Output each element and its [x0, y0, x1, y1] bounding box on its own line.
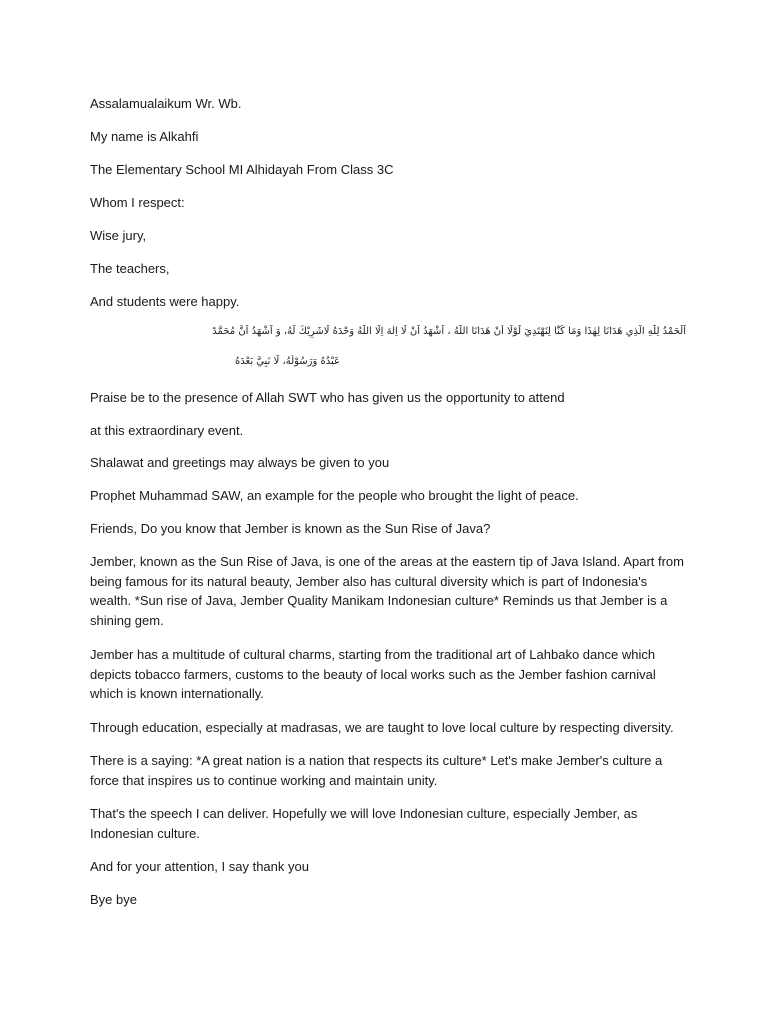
arabic-line-1: اَلْحَمْدُ لِلّٰهِ الَّذِي هَدَانَا لِهٰذَا وَمَا كُنَّا لِنَهْتَدِيَ لَوْلَا أَنْ هَدَانَا اللّٰهُ ، اَشْهَدُ اَنْ لَا اِلٰهَ اِلَّا اللّٰهُ وَحْدَهُ لَاشَرِيْكَ لَهُ، وَ اَشْهَدُ اَنَّ مُحَمَّدً: [212, 326, 686, 337]
closing-line: Bye bye: [90, 892, 137, 907]
paragraph-closing-speech: That's the speech I can deliver. Hopefully we will love Indonesian culture, especially Jember, as Indonesian culture.: [90, 806, 638, 841]
jury-line: Wise jury,: [90, 228, 147, 243]
greeting-line: Assalamualaikum Wr. Wb.: [90, 96, 242, 111]
students-line: And students were happy.: [90, 294, 240, 309]
praise-line-1: Praise be to the presence of Allah SWT who has given us the opportunity to attend: [90, 390, 565, 405]
praise-line-2: at this extraordinary event.: [90, 423, 244, 438]
school-line: The Elementary School MI Alhidayah From Class 3C: [90, 162, 394, 177]
shalawat-line: Shalawat and greetings may always be given to you: [90, 455, 390, 470]
paragraph-cultural-charms: Jember has a multitude of cultural charms, starting from the traditional art of Lahbako dance which depicts tobacco farmers, customs to the beauty of local works such as the Jember fashion carnival which is known internationally.: [90, 647, 656, 701]
teachers-line: The teachers,: [90, 261, 170, 276]
paragraph-saying: There is a saying: *A great nation is a nation that respects its culture* Let's make Jember's culture a force that inspires us to continue working and maintain unity.: [90, 753, 663, 788]
prophet-line: Prophet Muhammad SAW, an example for the people who brought the light of peace.: [90, 488, 579, 503]
paragraph-education: Through education, especially at madrasas, we are taught to love local culture by respecting diversity.: [90, 720, 674, 735]
name-line: My name is Alkahfi: [90, 129, 199, 144]
friends-line: Friends, Do you know that Jember is known as the Sun Rise of Java?: [90, 521, 491, 536]
respect-line: Whom I respect:: [90, 195, 185, 210]
thanks-line: And for your attention, I say thank you: [90, 859, 309, 874]
arabic-line-2: عَبْدُهُ وَرَسُوْلُهُ، لَا نَبِيَّ بَعْدَهُ: [235, 356, 340, 367]
paragraph-sunrise: Jember, known as the Sun Rise of Java, is one of the areas at the eastern tip of Java Island. Apart from being famous for its natural beauty, Jember also has cultural diversity which is part of Indonesia's wealth. *Sun rise of Java, Jember Quality Manikam Indonesian culture* Reminds us that Jember is a shining gem.: [90, 554, 684, 628]
